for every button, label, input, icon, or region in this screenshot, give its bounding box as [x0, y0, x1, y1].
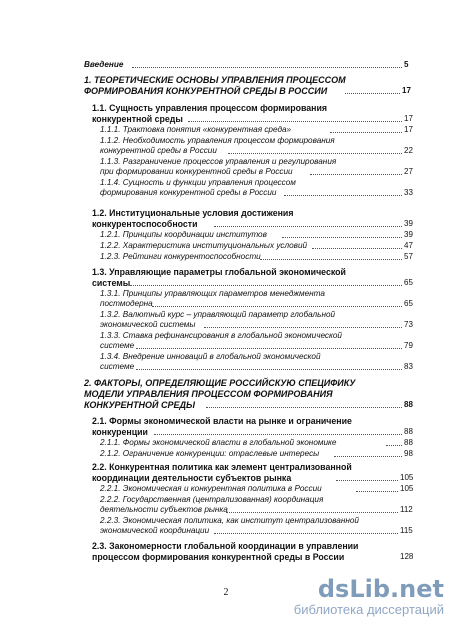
toc-leader	[260, 259, 402, 260]
toc-leader	[228, 153, 402, 154]
toc-subsection-2-2-2-cont: деятельности субъектов рынка	[100, 505, 228, 514]
toc-subsection-1-1-3-cont: при формировании конкурентной среды в России	[100, 167, 293, 176]
watermark-subtitle: библиотека диссертаций	[293, 602, 444, 617]
toc-leader	[136, 369, 402, 370]
toc-subsection-2-1-2[interactable]: 2.1.2. Ограничение конкуренции: отраслевые интересы	[100, 449, 320, 458]
toc-subsection-2-1-1[interactable]: 2.1.1. Формы экономической власти в глобальной экономике	[100, 438, 337, 447]
watermark-logo: dsLib.net	[317, 575, 444, 603]
toc-section-2-2[interactable]: 2.2. Конкурентная политика как элемент централизованной	[92, 462, 352, 472]
toc-leader	[282, 237, 402, 238]
toc-leader	[214, 226, 402, 227]
toc-leader	[154, 434, 402, 435]
toc-page: 88	[404, 427, 413, 436]
toc-page: 105	[400, 484, 414, 493]
toc-section-2-3[interactable]: 2.3. Закономерности глобальной координации в управлении	[92, 541, 359, 551]
toc-leader	[345, 93, 400, 94]
toc-page: 105	[400, 473, 414, 482]
toc-leader	[204, 327, 402, 328]
toc-leader	[310, 174, 402, 175]
toc-leader	[206, 407, 402, 408]
toc-subsection-1-1-4[interactable]: 1.1.4. Сущность и функции управления процессом	[100, 178, 296, 187]
toc-chapter-1[interactable]: 1. ТЕОРЕТИЧЕСКИЕ ОСНОВЫ УПРАВЛЕНИЯ ПРОЦЕССОМ	[84, 75, 346, 85]
toc-section-1-1[interactable]: 1.1. Сущность управления процессом формирования	[92, 103, 327, 113]
toc-subsection-2-2-1[interactable]: 2.2.1. Экономическая и конкурентная политика в России	[100, 484, 322, 493]
toc-chapter-2-cont2: КОНКУРЕНТНОЙ СРЕДЫ	[84, 400, 196, 410]
toc-subsection-1-3-3[interactable]: 1.3.3. Ставка рефинансирования в глобальной экономической	[100, 331, 342, 340]
toc-leader	[214, 533, 398, 534]
toc-subsection-1-3-3-cont: системе	[100, 341, 135, 350]
toc-subsection-1-1-2-cont: конкурентной среды в России	[100, 146, 217, 155]
toc-leader	[130, 285, 402, 286]
toc-page: 47	[404, 241, 413, 250]
toc-leader	[284, 195, 402, 196]
toc-page: 88	[404, 438, 413, 447]
toc-section-2-3-cont: процессом формирования конкурентной среды в России	[92, 552, 345, 562]
toc-subsection-1-3-2[interactable]: 1.3.2. Валютный курс – управляющий параметр глобальной	[100, 310, 336, 319]
toc-subsection-1-1-3[interactable]: 1.1.3. Разграничение процессов управления и регулирования	[100, 157, 337, 166]
toc-subsection-1-3-2-cont: экономической системы	[100, 320, 196, 329]
toc-page: 39	[404, 230, 413, 239]
toc-chapter-2[interactable]: 2. ФАКТОРЫ, ОПРЕДЕЛЯЮЩИЕ РОССИЙСКУЮ СПЕЦИФИКУ	[84, 378, 356, 388]
toc-page: 79	[404, 341, 413, 350]
toc-subsection-2-2-2[interactable]: 2.2.2. Государственная (централизованная) координация	[100, 495, 324, 504]
toc-subsection-1-3-4[interactable]: 1.3.4. Внедрение инноваций в глобальной экономической	[100, 352, 321, 361]
toc-leader	[132, 67, 402, 68]
toc-section-1-3-cont: системы	[92, 278, 131, 288]
toc-section-1-1-cont: конкурентной среды	[92, 114, 183, 124]
toc-page: 83	[404, 362, 413, 371]
toc-subsection-1-2-1[interactable]: 1.2.1. Принципы координации институтов	[100, 230, 267, 239]
toc-section-2-2-cont: координации деятельности субъектов рынка	[92, 473, 292, 483]
toc-page: 65	[404, 278, 413, 287]
toc-page: 73	[404, 320, 413, 329]
toc-subsection-1-3-1[interactable]: 1.3.1. Принципы управляющих параметров менеджмента	[100, 289, 325, 298]
toc-subsection-2-2-3-cont: экономической координации	[100, 526, 210, 535]
toc-subsection-1-2-2[interactable]: 1.2.2. Характеристика институциональных условий	[100, 241, 308, 250]
toc-subsection-2-2-3[interactable]: 2.2.3. Экономическая политика, как институт централизованной	[100, 516, 359, 525]
toc-leader	[226, 512, 398, 513]
toc-page: 65	[404, 299, 413, 308]
toc-page: 88	[404, 400, 413, 409]
toc-page: 128	[400, 552, 414, 561]
toc-subsection-1-1-2[interactable]: 1.1.2. Необходимость управления процессом формирования	[100, 136, 335, 145]
toc-leader	[356, 491, 398, 492]
toc-leader	[152, 306, 402, 307]
toc-intro[interactable]: Введение	[84, 60, 124, 69]
toc-page: 22	[404, 146, 413, 155]
toc-chapter-2-cont: МОДЕЛИ УПРАВЛЕНИЯ ПРОЦЕССОМ ФОРМИРОВАНИЯ	[84, 389, 333, 399]
toc-leader	[136, 348, 402, 349]
toc-section-2-1[interactable]: 2.1. Формы экономической власти на рынке и ограничение	[92, 416, 352, 426]
toc-leader	[334, 456, 402, 457]
toc-page: 17	[404, 125, 413, 134]
toc-page: 17	[404, 114, 413, 123]
toc-page: 5	[404, 60, 409, 69]
toc-chapter-1-cont: ФОРМИРОВАНИЯ КОНКУРЕНТНОЙ СРЕДЫ В РОССИИ	[84, 86, 328, 96]
toc-subsection-1-1-4-cont: формирования конкурентной среды в России	[100, 188, 277, 197]
toc-page: 98	[404, 449, 413, 458]
toc-subsection-1-3-4-cont: системе	[100, 362, 135, 371]
toc-section-1-2-cont: конкурентоспособности	[92, 219, 198, 229]
toc-leader	[336, 480, 398, 481]
toc-page: 39	[404, 219, 413, 228]
toc-page: 115	[400, 526, 413, 535]
toc-leader	[312, 248, 402, 249]
toc-page: 112	[400, 505, 413, 514]
toc-leader	[188, 121, 402, 122]
toc-page: 27	[404, 167, 413, 176]
toc-page: 57	[404, 252, 413, 261]
toc-section-1-2[interactable]: 1.2. Институциональные условия достижения	[92, 208, 294, 218]
watermark	[294, 576, 444, 617]
toc-section-1-3[interactable]: 1.3. Управляющие параметры глобальной экономической	[92, 267, 346, 277]
toc-subsection-1-1-1[interactable]: 1.1.1. Трактовка понятия «конкурентная среда»	[100, 125, 292, 134]
toc-leader	[386, 445, 402, 446]
toc-subsection-1-2-3[interactable]: 1.2.3. Рейтинги конкурентоспособности	[100, 252, 261, 261]
toc-section-2-1-cont: конкуренции	[92, 427, 148, 437]
toc-page: 33	[404, 188, 413, 197]
toc-page: 17	[402, 86, 411, 95]
page-number: 2	[223, 587, 229, 598]
toc-subsection-1-3-1-cont: постмодерна	[100, 299, 153, 308]
toc-leader	[330, 132, 402, 133]
